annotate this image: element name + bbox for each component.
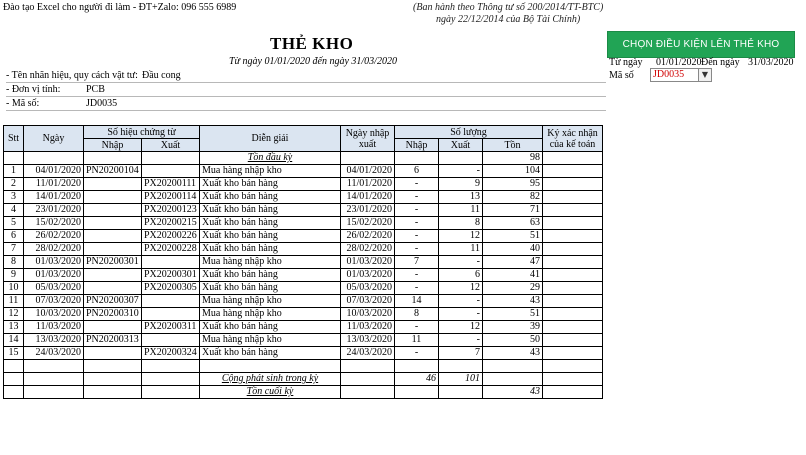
cell-stock[interactable]: 104 (483, 165, 543, 178)
col-header-doc-group: Số hiệu chứng từ (84, 126, 200, 139)
cell-date[interactable]: 11/01/2020 (24, 178, 84, 191)
cell-doc-in[interactable] (84, 230, 142, 243)
cell-doc-in[interactable]: PN20200310 (84, 308, 142, 321)
cell-doc-in[interactable]: PN20200307 (84, 295, 142, 308)
cell-doc-out[interactable] (142, 256, 200, 269)
cell-io-date[interactable]: 01/03/2020 (341, 256, 395, 269)
cell-qty-in[interactable]: - (395, 269, 439, 282)
period-subtitle: Từ ngày 01/01/2020 đến ngày 31/03/2020 (229, 56, 397, 67)
cell-stt[interactable]: 6 (4, 230, 24, 243)
cell-desc[interactable]: Xuất kho bán hàng (200, 217, 341, 230)
cell-stt[interactable]: 2 (4, 178, 24, 191)
cell-qty-in[interactable]: - (395, 243, 439, 256)
code-value[interactable]: JD0035 (86, 98, 118, 109)
cell-stt[interactable]: 13 (4, 321, 24, 334)
cell-io-date[interactable]: 15/02/2020 (341, 217, 395, 230)
cell-sign[interactable] (543, 334, 603, 347)
cell-doc-out[interactable]: PX20200215 (142, 217, 200, 230)
col-header-qty-stock: Tồn (483, 139, 543, 152)
cell-io-date[interactable]: 11/03/2020 (341, 321, 395, 334)
col-header-doc-out: Xuất (142, 139, 200, 152)
total-label: Cộng phát sinh trong kỳ (200, 373, 341, 386)
cell-qty-in[interactable]: - (395, 191, 439, 204)
cell-doc-in[interactable] (84, 178, 142, 191)
cell-sign[interactable] (543, 347, 603, 360)
cell-sign[interactable] (543, 204, 603, 217)
cell-stock[interactable]: 43 (483, 347, 543, 360)
cell-stt[interactable]: 3 (4, 191, 24, 204)
cell-sign[interactable] (543, 282, 603, 295)
regulation-line-1: (Ban hành theo Thông tư số 200/2014/TT-BTC) (413, 2, 604, 13)
cell-desc[interactable]: Mua hàng nhập kho (200, 256, 341, 269)
cell-stock[interactable]: 51 (483, 308, 543, 321)
training-header-text: Đào tạo Excel cho người đi làm - ĐT+Zalo: 096 555 6989 (3, 2, 237, 13)
total-in: 46 (395, 373, 439, 386)
cell-desc[interactable]: Mua hàng nhập kho (200, 334, 341, 347)
filter-code-select[interactable]: JD0035 (650, 68, 712, 82)
table-row[interactable] (4, 269, 603, 282)
cell-qty-in[interactable]: 11 (395, 334, 439, 347)
cell-sign[interactable] (543, 295, 603, 308)
closing-label: Tồn cuối kỳ (200, 386, 341, 399)
item-name-value[interactable]: Đầu cong (142, 70, 181, 81)
cell-desc[interactable]: Xuất kho bán hàng (200, 204, 341, 217)
cell-qty-out[interactable]: 13 (439, 191, 483, 204)
table-row[interactable] (4, 204, 603, 217)
col-header-stt: Stt (4, 126, 24, 152)
cell-date[interactable]: 01/03/2020 (24, 256, 84, 269)
closing-row (4, 386, 603, 399)
cell-io-date[interactable]: 23/01/2020 (341, 204, 395, 217)
cell-stock[interactable]: 51 (483, 230, 543, 243)
cell-date[interactable]: 01/03/2020 (24, 269, 84, 282)
cell-sign[interactable] (543, 230, 603, 243)
cell-stock[interactable]: 29 (483, 282, 543, 295)
table-row[interactable] (4, 178, 603, 191)
cell-doc-in[interactable] (84, 217, 142, 230)
col-header-qty-group: Số lượng (395, 126, 543, 139)
cell-io-date[interactable]: 13/03/2020 (341, 334, 395, 347)
cell-qty-in[interactable]: 6 (395, 165, 439, 178)
cell-io-date[interactable]: 10/03/2020 (341, 308, 395, 321)
table-row[interactable] (4, 282, 603, 295)
cell-stt[interactable]: 1 (4, 165, 24, 178)
cell-io-date[interactable]: 26/02/2020 (341, 230, 395, 243)
table-row[interactable] (4, 217, 603, 230)
col-header-doc-in: Nhập (84, 139, 142, 152)
cell-qty-in[interactable]: - (395, 217, 439, 230)
cell-io-date[interactable]: 07/03/2020 (341, 295, 395, 308)
cell-doc-out[interactable]: PX20200123 (142, 204, 200, 217)
cell-qty-in[interactable]: - (395, 178, 439, 191)
cell-stock[interactable]: 47 (483, 256, 543, 269)
filter-code-label: Mã số (609, 70, 634, 81)
cell-desc[interactable]: Xuất kho bán hàng (200, 178, 341, 191)
cell-doc-in[interactable] (84, 321, 142, 334)
to-date-label: Đến ngày (701, 57, 740, 68)
cell-io-date[interactable]: 28/02/2020 (341, 243, 395, 256)
cell-doc-out[interactable] (142, 295, 200, 308)
cell-date[interactable]: 05/03/2020 (24, 282, 84, 295)
col-header-io-date: Ngày nhập xuất (341, 126, 395, 152)
cell-desc[interactable]: Xuất kho bán hàng (200, 282, 341, 295)
cell-date[interactable]: 23/01/2020 (24, 204, 84, 217)
page-title: THẺ KHO (270, 34, 354, 53)
cell-doc-out[interactable]: PX20200311 (142, 321, 200, 334)
cell-qty-out[interactable]: 12 (439, 321, 483, 334)
cell-date[interactable]: 10/03/2020 (24, 308, 84, 321)
cell-qty-out[interactable]: 11 (439, 204, 483, 217)
cell-io-date[interactable]: 04/01/2020 (341, 165, 395, 178)
cell-doc-in[interactable] (84, 204, 142, 217)
unit-value[interactable]: PCB (86, 84, 105, 95)
cell-desc[interactable]: Xuất kho bán hàng (200, 243, 341, 256)
cell-qty-out[interactable]: 6 (439, 269, 483, 282)
cell-date[interactable]: 15/02/2020 (24, 217, 84, 230)
select-card-conditions-button[interactable]: CHỌN ĐIỀU KIỆN LÊN THẺ KHO (607, 31, 795, 58)
regulation-line-2: ngày 22/12/2014 của Bộ Tài Chính) (436, 14, 581, 25)
cell-date[interactable]: 24/03/2020 (24, 347, 84, 360)
col-header-qty-in: Nhập (395, 139, 439, 152)
total-row (4, 373, 603, 386)
cell-qty-out[interactable]: 12 (439, 282, 483, 295)
cell-qty-out[interactable]: - (439, 165, 483, 178)
cell-date[interactable]: 13/03/2020 (24, 334, 84, 347)
table-row[interactable] (4, 334, 603, 347)
cell-qty-out[interactable]: 8 (439, 217, 483, 230)
cell-io-date[interactable]: 01/03/2020 (341, 269, 395, 282)
table-row[interactable] (4, 295, 603, 308)
to-date-value[interactable]: 31/03/2020 (748, 57, 794, 68)
cell-stock[interactable]: 40 (483, 243, 543, 256)
cell-qty-out[interactable]: 12 (439, 230, 483, 243)
cell-desc[interactable]: Mua hàng nhập kho (200, 295, 341, 308)
cell-doc-out[interactable]: PX20200111 (142, 178, 200, 191)
cell-desc[interactable]: Mua hàng nhập kho (200, 165, 341, 178)
cell-qty-out[interactable]: - (439, 334, 483, 347)
cell-qty-in[interactable]: - (395, 347, 439, 360)
cell-qty-in[interactable]: - (395, 204, 439, 217)
col-header-desc: Diễn giải (200, 126, 341, 152)
cell-doc-in[interactable]: PN20200301 (84, 256, 142, 269)
cell-doc-in[interactable] (84, 269, 142, 282)
cell-stock[interactable]: 50 (483, 334, 543, 347)
cell-qty-in[interactable]: 7 (395, 256, 439, 269)
cell-sign[interactable] (543, 165, 603, 178)
table-row[interactable] (4, 308, 603, 321)
opening-row (4, 152, 603, 165)
cell-doc-out[interactable]: PX20200305 (142, 282, 200, 295)
table-row[interactable] (4, 256, 603, 269)
cell-sign[interactable] (543, 321, 603, 334)
cell-desc[interactable]: Xuất kho bán hàng (200, 191, 341, 204)
cell-qty-out[interactable]: 9 (439, 178, 483, 191)
cell-io-date[interactable]: 24/03/2020 (341, 347, 395, 360)
cell-qty-out[interactable]: - (439, 256, 483, 269)
unit-label: - Đơn vị tính: (6, 84, 61, 95)
cell-sign[interactable] (543, 308, 603, 321)
cell-doc-out[interactable] (142, 308, 200, 321)
cell-doc-out[interactable]: PX20200228 (142, 243, 200, 256)
cell-date[interactable]: 04/01/2020 (24, 165, 84, 178)
cell-io-date[interactable]: 14/01/2020 (341, 191, 395, 204)
item-name-label: - Tên nhãn hiệu, quy cách vật tư: (6, 70, 138, 81)
cell-doc-in[interactable]: PN20200313 (84, 334, 142, 347)
cell-qty-in[interactable]: - (395, 321, 439, 334)
cell-desc[interactable]: Xuất kho bán hàng (200, 347, 341, 360)
cell-date[interactable]: 28/02/2020 (24, 243, 84, 256)
cell-date[interactable]: 14/01/2020 (24, 191, 84, 204)
opening-value: 98 (483, 152, 543, 165)
cell-stt[interactable]: 4 (4, 204, 24, 217)
cell-qty-in[interactable]: - (395, 282, 439, 295)
cell-sign[interactable] (543, 256, 603, 269)
cell-io-date[interactable]: 05/03/2020 (341, 282, 395, 295)
cell-doc-in[interactable] (84, 347, 142, 360)
cell-doc-out[interactable] (142, 165, 200, 178)
cell-qty-in[interactable]: 8 (395, 308, 439, 321)
table-row[interactable] (4, 191, 603, 204)
cell-desc[interactable]: Xuất kho bán hàng (200, 269, 341, 282)
cell-stt[interactable]: 8 (4, 256, 24, 269)
cell-stt[interactable]: 9 (4, 269, 24, 282)
cell-doc-in[interactable] (84, 243, 142, 256)
cell-desc[interactable]: Mua hàng nhập kho (200, 308, 341, 321)
cell-sign[interactable] (543, 217, 603, 230)
cell-qty-in[interactable]: 14 (395, 295, 439, 308)
stock-card-table (3, 125, 603, 399)
cell-date[interactable]: 26/02/2020 (24, 230, 84, 243)
cell-doc-in[interactable] (84, 191, 142, 204)
cell-stock[interactable]: 39 (483, 321, 543, 334)
cell-doc-out[interactable]: PX20200226 (142, 230, 200, 243)
cell-sign[interactable] (543, 243, 603, 256)
chevron-down-icon[interactable]: ▼ (698, 68, 712, 82)
cell-stt[interactable]: 10 (4, 282, 24, 295)
cell-stt[interactable]: 14 (4, 334, 24, 347)
col-header-date: Ngày (24, 126, 84, 152)
opening-label: Tồn đầu kỳ (200, 152, 341, 165)
blank-row (4, 360, 603, 373)
cell-doc-in[interactable]: PN20200104 (84, 165, 142, 178)
cell-stock[interactable]: 41 (483, 269, 543, 282)
table-row[interactable] (4, 230, 603, 243)
cell-io-date[interactable]: 11/01/2020 (341, 178, 395, 191)
from-date-label: Từ ngày (609, 57, 643, 68)
cell-desc[interactable]: Xuất kho bán hàng (200, 321, 341, 334)
table-row[interactable] (4, 243, 603, 256)
cell-stt[interactable]: 11 (4, 295, 24, 308)
cell-doc-out[interactable]: PX20200114 (142, 191, 200, 204)
cell-desc[interactable]: Xuất kho bán hàng (200, 230, 341, 243)
cell-doc-in[interactable] (84, 282, 142, 295)
cell-stt[interactable]: 7 (4, 243, 24, 256)
table-row[interactable] (4, 321, 603, 334)
table-row[interactable] (4, 347, 603, 360)
cell-stock[interactable]: 63 (483, 217, 543, 230)
cell-qty-out[interactable]: 7 (439, 347, 483, 360)
total-out: 101 (439, 373, 483, 386)
cell-stt[interactable]: 15 (4, 347, 24, 360)
col-header-qty-out: Xuất (439, 139, 483, 152)
cell-doc-out[interactable]: PX20200301 (142, 269, 200, 282)
cell-qty-out[interactable]: - (439, 295, 483, 308)
cell-date[interactable]: 11/03/2020 (24, 321, 84, 334)
cell-stock[interactable]: 95 (483, 178, 543, 191)
cell-sign[interactable] (543, 178, 603, 191)
code-label: - Mã số: (6, 98, 40, 109)
table-row[interactable] (4, 165, 603, 178)
cell-qty-out[interactable]: - (439, 308, 483, 321)
cell-stock[interactable]: 43 (483, 295, 543, 308)
cell-qty-in[interactable]: - (395, 230, 439, 243)
col-header-sign: Ký xác nhận của kế toán (543, 126, 603, 152)
cell-stock[interactable]: 82 (483, 191, 543, 204)
from-date-value[interactable]: 01/01/2020 (656, 57, 702, 68)
cell-qty-out[interactable]: 11 (439, 243, 483, 256)
cell-doc-out[interactable]: PX20200324 (142, 347, 200, 360)
cell-stt[interactable]: 5 (4, 217, 24, 230)
cell-doc-out[interactable] (142, 334, 200, 347)
cell-sign[interactable] (543, 191, 603, 204)
cell-sign[interactable] (543, 269, 603, 282)
closing-value: 43 (483, 386, 543, 399)
cell-date[interactable]: 07/03/2020 (24, 295, 84, 308)
cell-stock[interactable]: 71 (483, 204, 543, 217)
cell-stt[interactable]: 12 (4, 308, 24, 321)
